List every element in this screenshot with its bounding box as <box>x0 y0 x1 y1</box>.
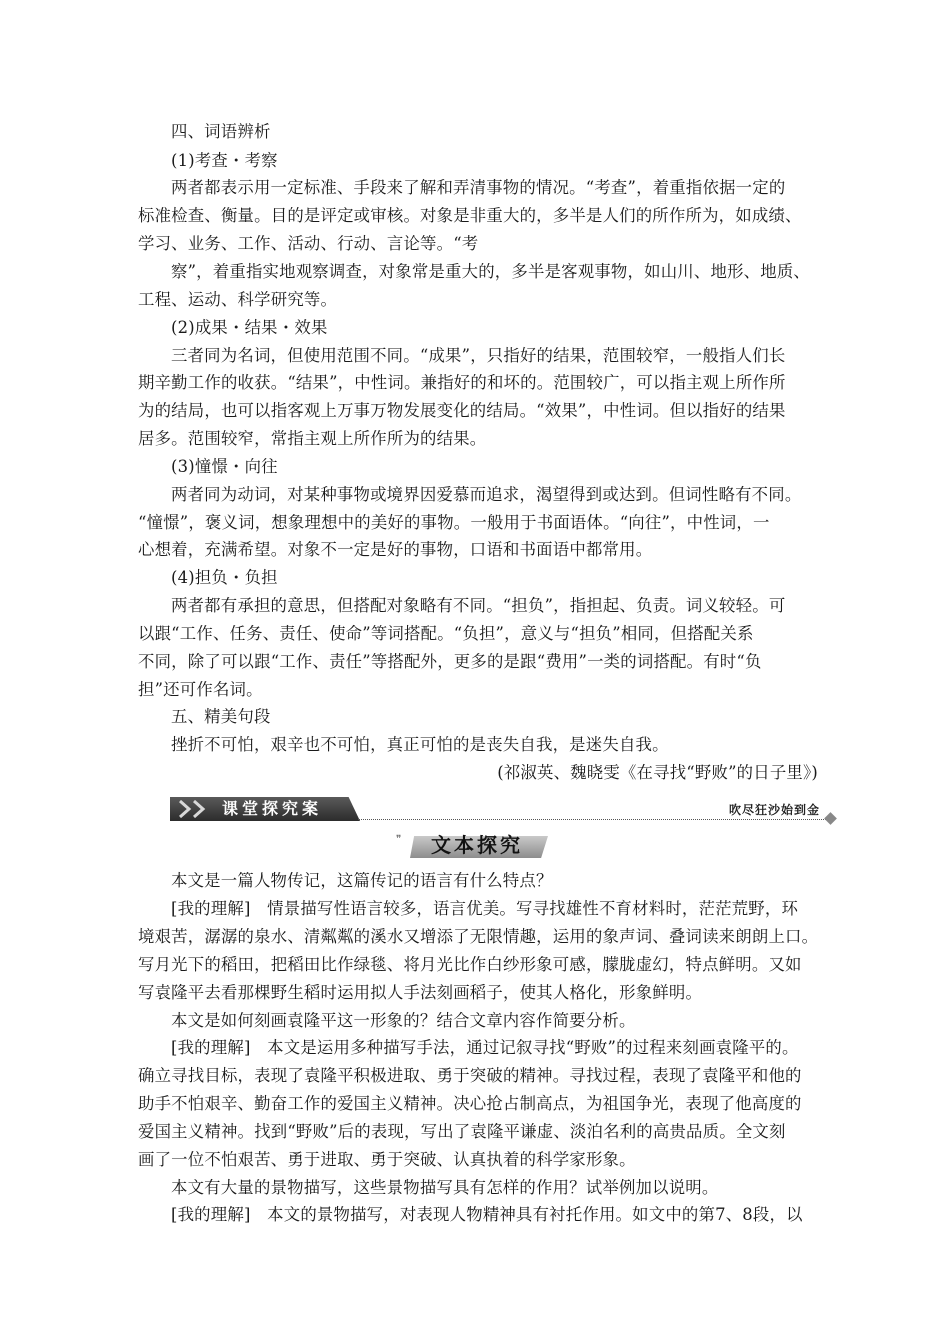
paragraph-line: 察”，着重指实地观察调查，对象常是重大的，多半是客观事物，如山川、地形、地质、 <box>171 262 811 281</box>
answer-line: [我的理解] 情景描写性语言较多，语言优美。写寻找雄性不育材料时，茫茫荒野，环 <box>171 899 799 918</box>
banner-divider <box>358 819 828 820</box>
quote-mark-icon: ❞ <box>396 834 402 845</box>
paragraph-line: 以跟“工作、任务、责任、使命”等词搭配。“负担”，意义与“担负”相同，但搭配关系 <box>138 624 754 643</box>
answer-line: 境艰苦，潺潺的泉水、清粼粼的溪水又增添了无限情趣，运用的象声词、叠词读来朗朗上口。 <box>138 927 819 946</box>
section-heading-5: 五、精美句段 <box>171 707 271 726</box>
section-heading-4: 四、词语辨析 <box>171 122 271 141</box>
answer-line: [我的理解] 本文的景物描写，对表现人物精神具有衬托作用。如文中的第7、8段，以 <box>171 1205 803 1224</box>
question-3: 本文有大量的景物描写，这些景物描写具有怎样的作用？试举例加以说明。 <box>171 1178 719 1197</box>
paragraph-line: 两者都表示用一定标准、手段来了解和弄清事物的情况。“考查”，着重指依据一定的 <box>171 178 786 197</box>
answer-line: 写月光下的稻田，把稻田比作绿毯、将月光比作白纱形象可感，朦胧虚幻，特点鲜明。又如 <box>138 955 802 974</box>
paragraph-line: 担”还可作名词。 <box>138 680 263 699</box>
paragraph-line: 期辛勤工作的收获。“结果”，中性词。兼指好的和坏的。范围较广，可以指主观上所作所 <box>138 373 786 392</box>
chevron-right-icon <box>178 799 192 819</box>
paragraph-line: 居多。范围较窄，常指主观上所作所为的结果。 <box>138 429 487 448</box>
quote-line: 挫折不可怕，艰辛也不可怕，真正可怕的是丧失自我，是迷失自我。 <box>171 735 669 754</box>
answer-line: 确立寻找目标，表现了袁隆平积极进取、勇于突破的精神。寻找过程，表现了袁隆平和他的 <box>138 1066 802 1085</box>
chevron-right-icon <box>192 799 206 819</box>
quote-source: (祁淑英、魏晓雯《在寻找“野败”的日子里》) <box>497 763 818 782</box>
paragraph-line: 工程、运动、科学研究等。 <box>138 290 338 309</box>
question-1: 本文是一篇人物传记，这篇传记的语言有什么特点？ <box>171 871 553 890</box>
banner-label: 课堂探究案 <box>222 799 323 818</box>
paragraph-line: 为的结局，也可以指客观上万事万物发展变化的结局。“效果”，中性词。但以指好的结果 <box>138 401 786 420</box>
paragraph-line: 学习、业务、工作、活动、行动、言论等。“考 <box>138 234 479 253</box>
paragraph-line: 标准检查、衡量。目的是评定或审核。对象是非重大的，多半是人们的所作所为，如成绩、 <box>138 206 802 225</box>
diamond-icon <box>824 812 837 825</box>
paragraph-line: 三者同为名词，但使用范围不同。“成果”，只指好的结果，范围较窄，一般指人们长 <box>171 346 786 365</box>
item-heading-2: (2)成果・结果・效果 <box>171 318 328 337</box>
item-heading-4: (4)担负・负担 <box>171 568 278 587</box>
answer-line: 助手不怕艰辛、勤奋工作的爱国主义精神。决心抢占制高点，为祖国争光，表现了他高度的 <box>138 1094 802 1113</box>
paragraph-line: 心想着，充满希望。对象不一定是好的事物，口语和书面语中都常用。 <box>138 540 653 559</box>
paragraph-line: 两者同为动词，对某种事物或境界因爱慕而追求，渴望得到或达到。但词性略有不同。 <box>171 485 802 504</box>
answer-line: 爱国主义精神。找到“野败”后的表现，写出了袁隆平谦虚、淡泊名利的高贵品质。全文刻 <box>138 1122 786 1141</box>
section-banner <box>170 797 838 827</box>
banner-motto: 吹尽狂沙始到金 <box>728 803 820 817</box>
answer-line: [我的理解] 本文是运用多种描写手法，通过记叙寻找“野败”的过程来刻画袁隆平的。 <box>171 1038 799 1057</box>
answer-line: 写袁隆平去看那棵野生稻时运用拟人手法刻画稻子，使其人格化，形象鲜明。 <box>138 983 703 1002</box>
subsection-heading <box>396 832 550 860</box>
item-heading-1: (1)考查・考察 <box>171 151 278 170</box>
paragraph-line: 两者都有承担的意思，但搭配对象略有不同。“担负”，指担起、负责。词义较轻。可 <box>171 596 786 615</box>
paragraph-line: “憧憬”，褒义词，想象理想中的美好的事物。一般用于书面语体。“向往”，中性词，一 <box>138 513 770 532</box>
question-2: 本文是如何刻画袁隆平这一形象的？结合文章内容作简要分析。 <box>171 1011 636 1030</box>
item-heading-3: (3)憧憬・向往 <box>171 457 278 476</box>
subheading-text: 文本探究 <box>431 833 523 857</box>
answer-line: 画了一位不怕艰苦、勇于进取、勇于突破、认真执着的科学家形象。 <box>138 1150 636 1169</box>
paragraph-line: 不同，除了可以跟“工作、责任”等搭配外，更多的是跟“费用”一类的词搭配。有时“负 <box>138 652 762 671</box>
